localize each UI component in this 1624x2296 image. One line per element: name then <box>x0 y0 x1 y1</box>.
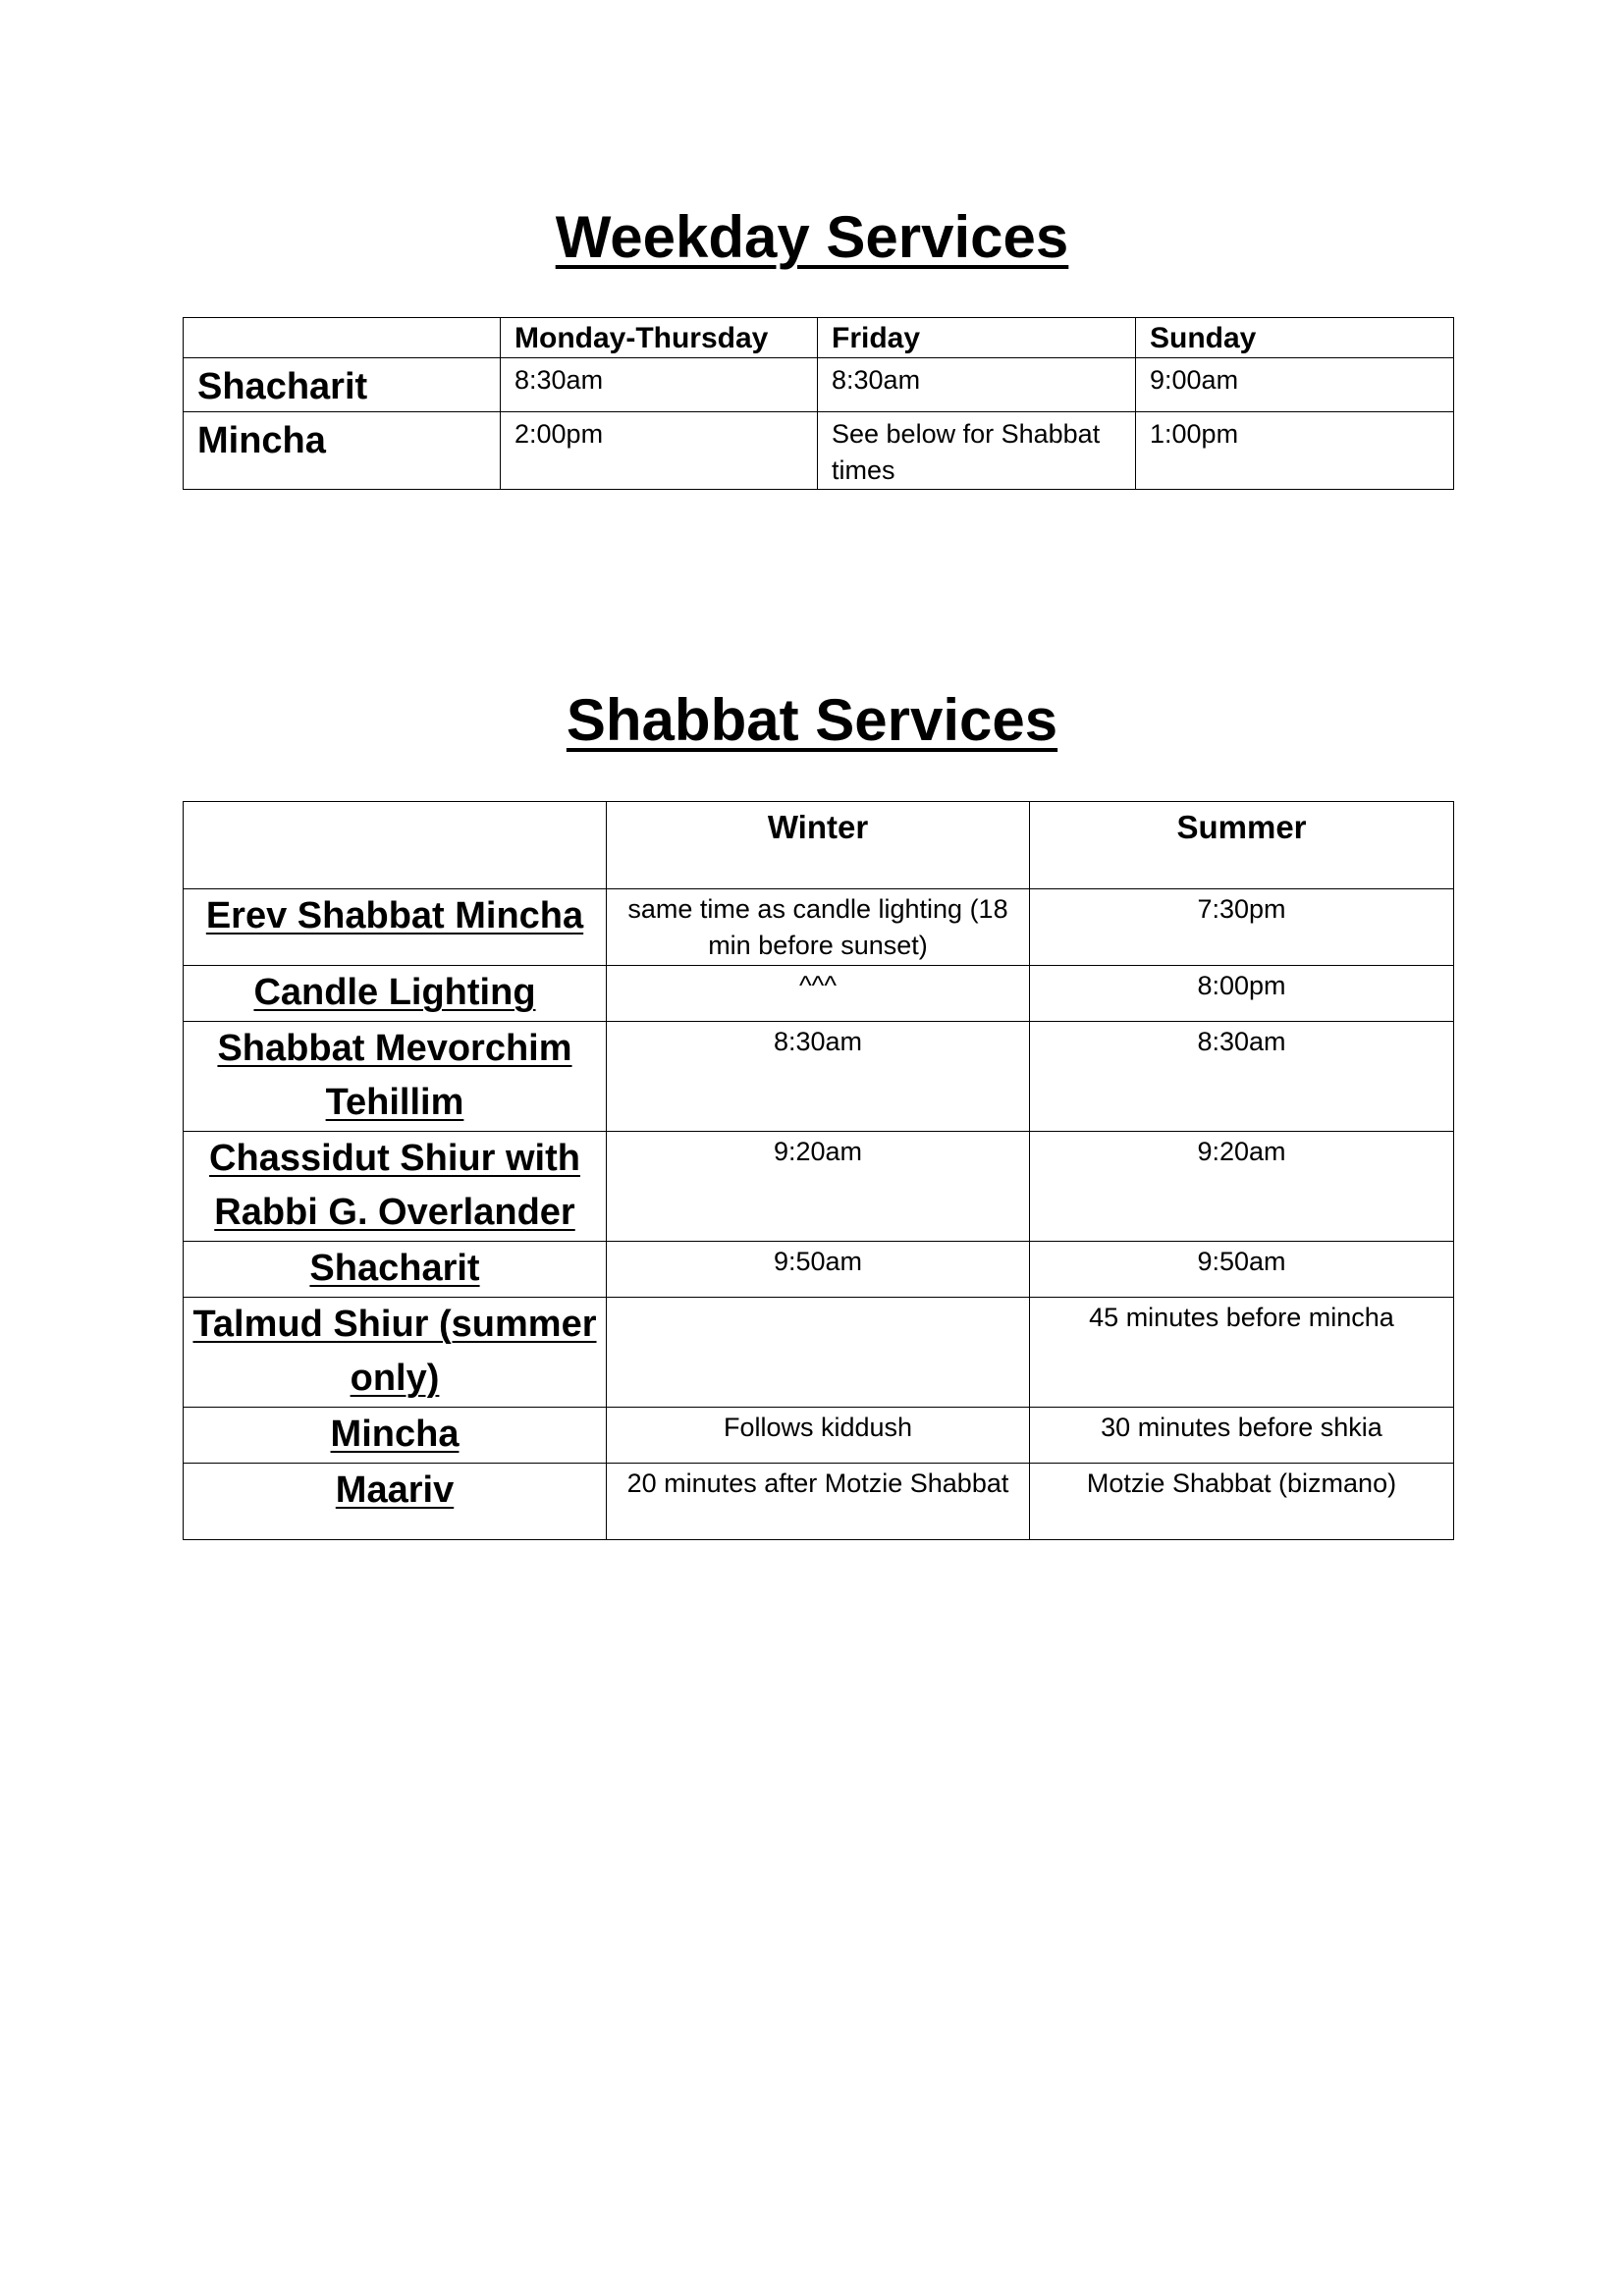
time-cell: 30 minutes before shkia <box>1030 1408 1454 1464</box>
header-cell: Friday <box>818 318 1136 358</box>
row-label: Erev Shabbat Mincha <box>184 889 607 966</box>
row-label: Talmud Shiur (summer only) <box>184 1298 607 1408</box>
table-row <box>184 1132 1454 1242</box>
time-cell: 1:00pm <box>1136 412 1454 490</box>
time-cell: 2:00pm <box>501 412 818 490</box>
time-cell <box>607 1298 1030 1408</box>
row-label: Mincha <box>184 1408 607 1464</box>
time-cell: 9:50am <box>607 1242 1030 1298</box>
row-label: Shacharit <box>184 358 501 412</box>
time-cell: same time as candle lighting (18 min before sunset) <box>607 889 1030 966</box>
time-cell: 9:50am <box>1030 1242 1454 1298</box>
time-cell: 9:20am <box>607 1132 1030 1242</box>
time-cell: ^^^ <box>607 966 1030 1022</box>
row-label: Shacharit <box>184 1242 607 1298</box>
table-row <box>184 1242 1454 1298</box>
table-row <box>184 889 1454 966</box>
shabbat-title: Shabbat Services <box>566 687 1058 753</box>
time-cell: 8:30am <box>607 1022 1030 1132</box>
table-row <box>184 1408 1454 1464</box>
time-cell: 8:30am <box>818 358 1136 412</box>
weekday-services-table <box>183 317 1454 490</box>
table-row <box>184 412 1454 490</box>
header-cell: Sunday <box>1136 318 1454 358</box>
time-cell: 8:30am <box>501 358 818 412</box>
table-row <box>184 1464 1454 1540</box>
table-row <box>184 966 1454 1022</box>
header-cell <box>184 318 501 358</box>
time-cell: 7:30pm <box>1030 889 1454 966</box>
time-cell: Follows kiddush <box>607 1408 1030 1464</box>
header-cell <box>184 802 607 889</box>
time-cell: 45 minutes before mincha <box>1030 1298 1454 1408</box>
row-label: Maariv <box>184 1464 607 1540</box>
time-cell: 8:30am <box>1030 1022 1454 1132</box>
header-cell: Winter <box>607 802 1030 889</box>
shabbat-services-table <box>183 801 1454 1540</box>
row-label: Candle Lighting <box>184 966 607 1022</box>
time-cell: 8:00pm <box>1030 966 1454 1022</box>
table-row <box>184 358 1454 412</box>
time-cell: 20 minutes after Motzie Shabbat <box>607 1464 1030 1540</box>
header-cell: Summer <box>1030 802 1454 889</box>
table-header-row <box>184 802 1454 889</box>
table-row <box>184 1298 1454 1408</box>
time-cell: See below for Shabbat times <box>818 412 1136 490</box>
time-cell: 9:20am <box>1030 1132 1454 1242</box>
time-cell: 9:00am <box>1136 358 1454 412</box>
header-cell: Monday-Thursday <box>501 318 818 358</box>
table-header-row <box>184 318 1454 358</box>
row-label: Chassidut Shiur with Rabbi G. Overlander <box>184 1132 607 1242</box>
table-row <box>184 1022 1454 1132</box>
weekday-title: Weekday Services <box>555 204 1069 270</box>
time-cell: Motzie Shabbat (bizmano) <box>1030 1464 1454 1540</box>
row-label: Shabbat Mevorchim Tehillim <box>184 1022 607 1132</box>
row-label: Mincha <box>184 412 501 490</box>
